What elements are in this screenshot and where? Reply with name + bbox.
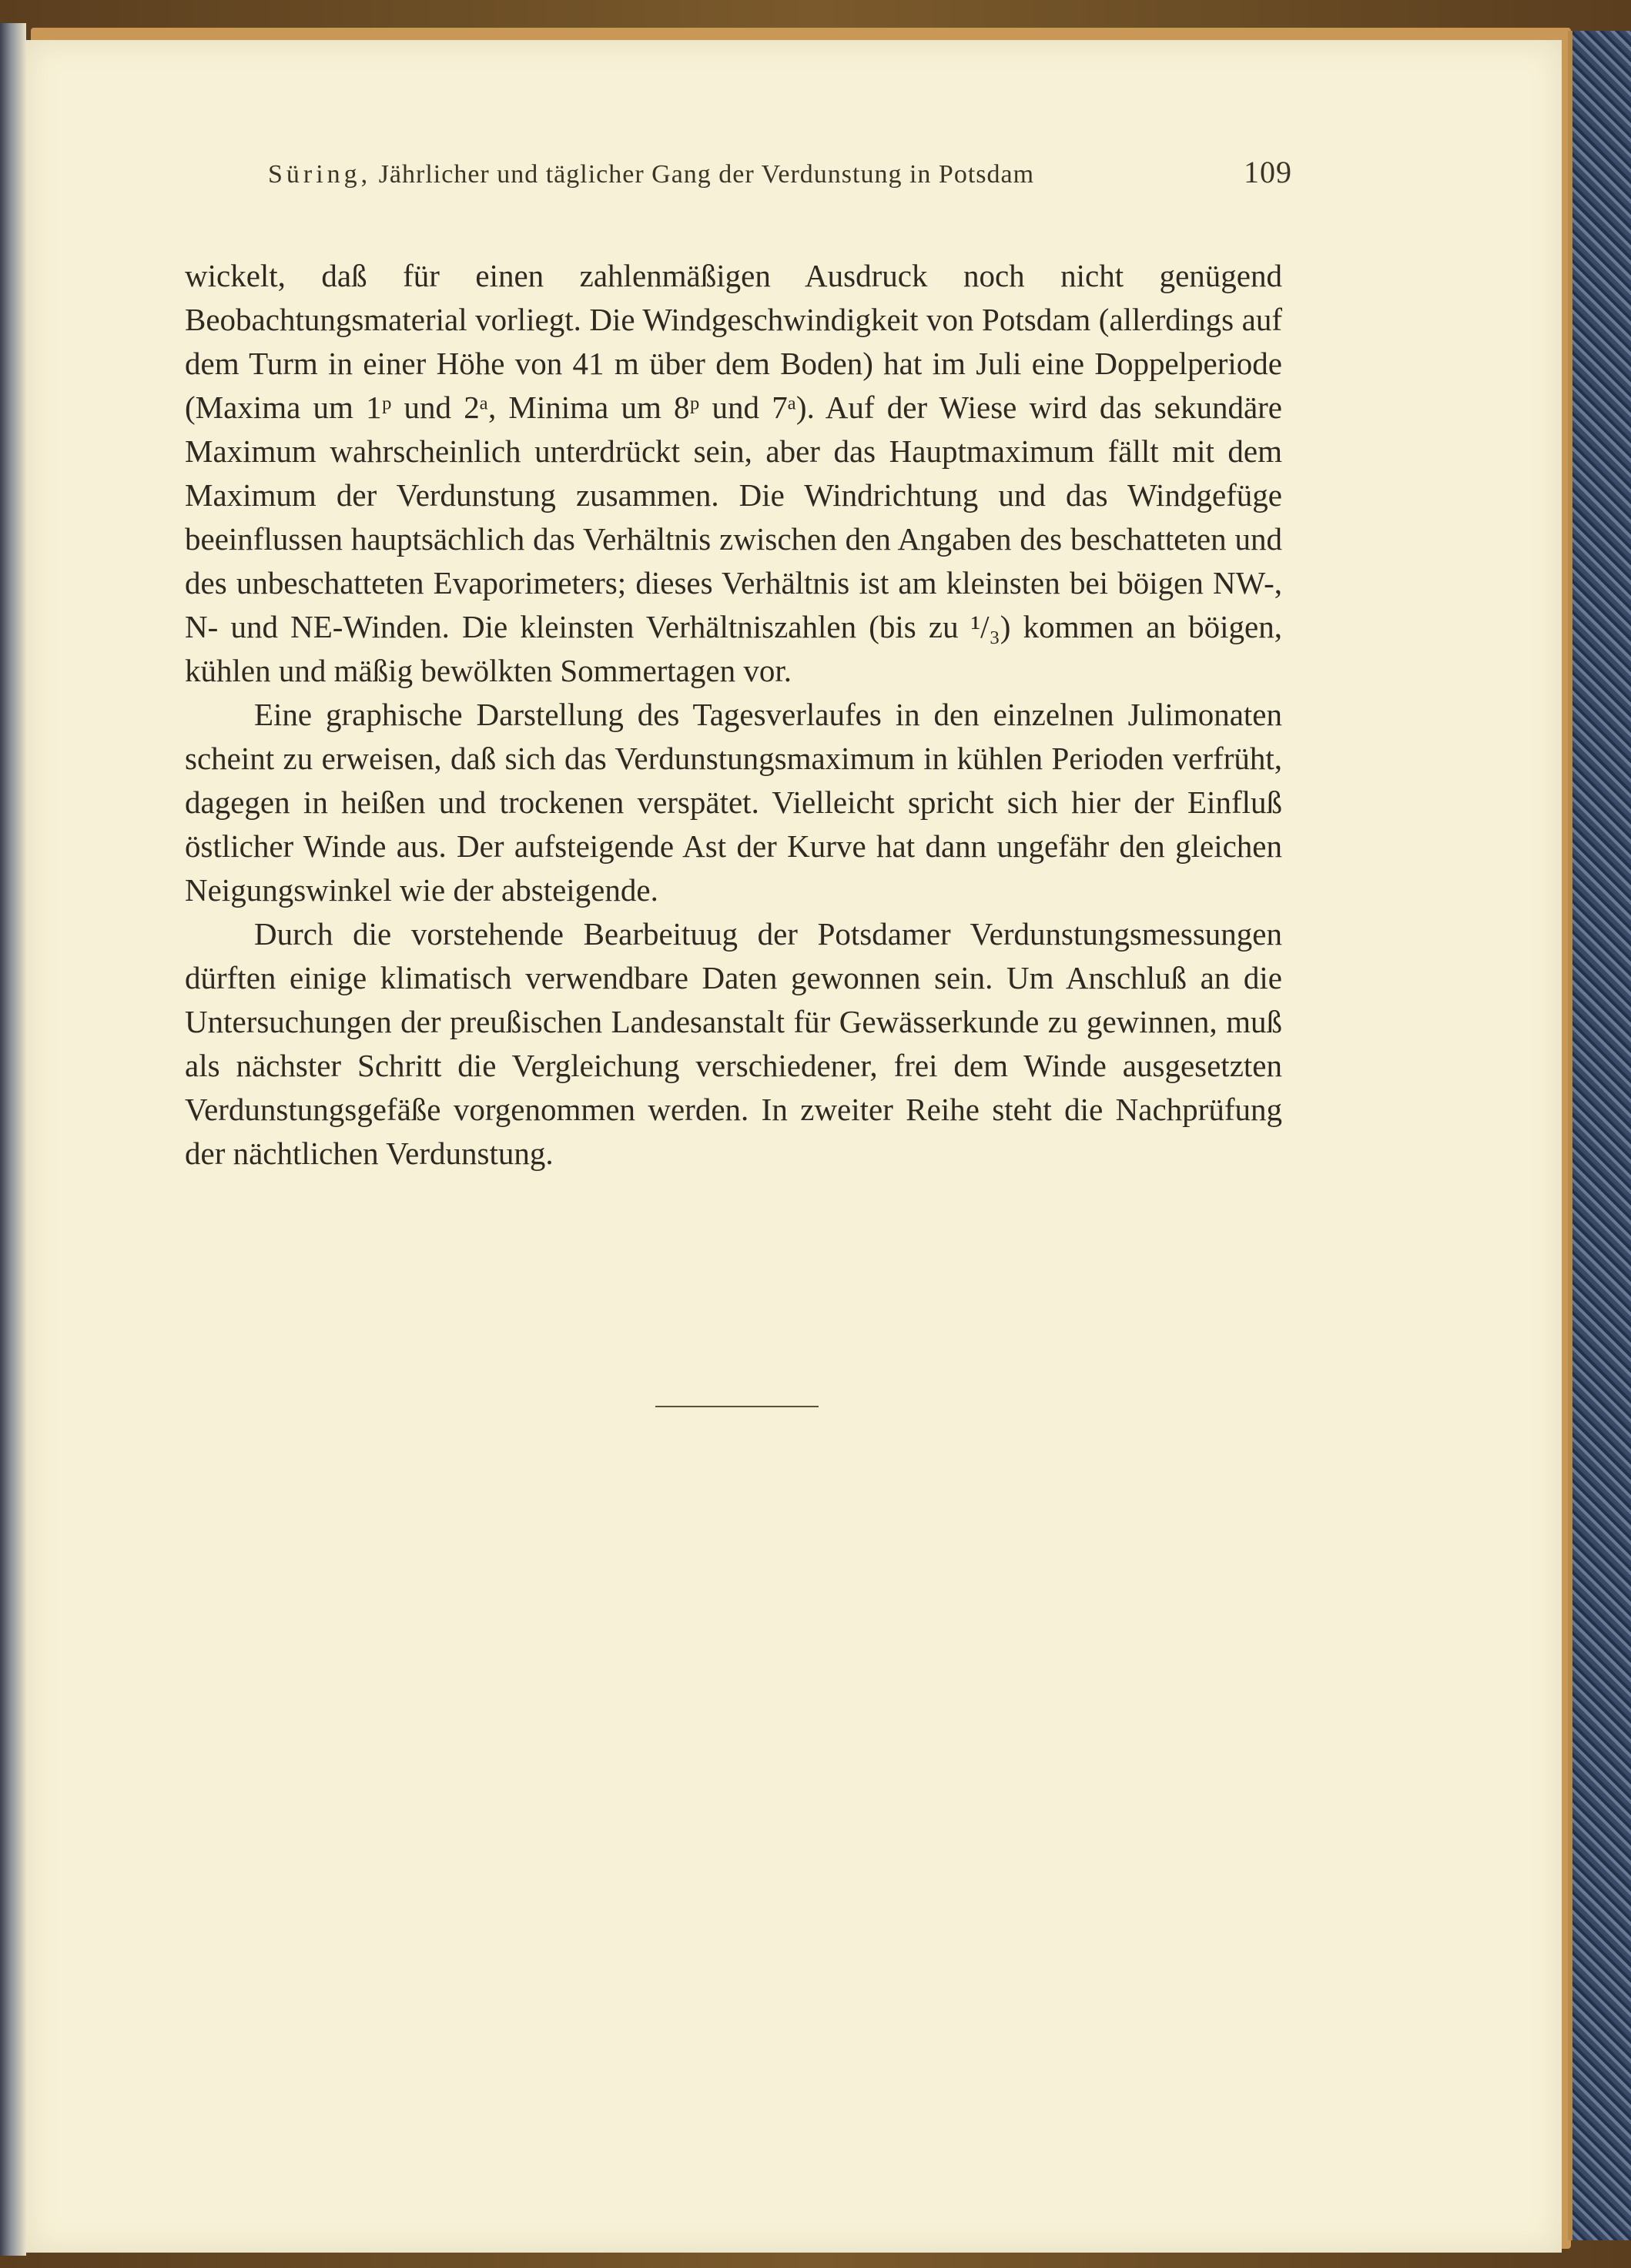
running-title [268,157,1034,192]
page-number: 109 [1244,155,1292,189]
previous-page-edge [0,23,26,2256]
body-text [185,254,1282,1176]
running-title-author: Süring, [268,160,372,189]
paragraph-2: Eine graphische Darstellung des Tagesverlaufes in den einzelnen Julimonaten scheint zu erweisen, daß sich das Verdunstungsmaximum in kühlen Perioden verfrüht, dagegen in heißen und trockenen verspätet. Vielleicht spricht sich hier der Einfluß östlicher Winde aus. Der aufsteigende Ast der Kurve hat dann ungefähr den gleichen Neigungswinkel wie der absteigende. [185,697,1282,908]
paragraph-3: Durch die vorstehende Bearbeituug der Potsdamer Verdunstungsmessungen dürften einige klimatisch verwendbare Daten gewonnen sein. Um Anschluß an die Untersuchungen der preußischen Landesanstalt für Gewässerkunde zu gewinnen, muß als nächster Schritt die Vergleichung verschiedener, frei dem Winde ausgesetzten Verdunstungsgefäße vorgenommen werden. In zweiter Reihe steht die Nachprüfung der nächtlichen Verdunstung. [185,916,1282,1171]
running-title-text: Jährlicher und täglicher Gang der Verdunstung in Potsdam [371,160,1035,189]
running-header [268,155,1292,192]
paragraph-1: wickelt, daß für einen zahlenmäßigen Ausdruck noch nicht genügend Beobachtungsmaterial vorliegt. Die Windgeschwindigkeit von Potsdam (allerdings auf dem Turm in einer Höhe von 41 m über dem Boden) hat im Juli eine Doppelperiode (Maxima um 1ᵖ und 2ᵃ, Minima um 8ᵖ und 7ᵃ). Auf der Wiese wird das sekundäre Maximum wahrscheinlich unterdrückt sein, aber das Hauptmaximum fällt mit dem Maximum der Verdunstung zusammen. Die Windrichtung und das Windgefüge beeinflussen hauptsächlich das Verhältnis zwischen den Angaben des beschatteten und des unbeschatteten Evaporimeters; dieses Verhältnis ist am kleinsten bei böigen NW-, N- und NE-Winden. Die kleinsten Verhältniszahlen (bis zu ¹/₃) kommen an böigen, kühlen und mäßig bewölkten Sommertagen vor. [185,258,1282,688]
book-binding [1568,31,1631,2240]
end-rule [655,1406,819,1407]
